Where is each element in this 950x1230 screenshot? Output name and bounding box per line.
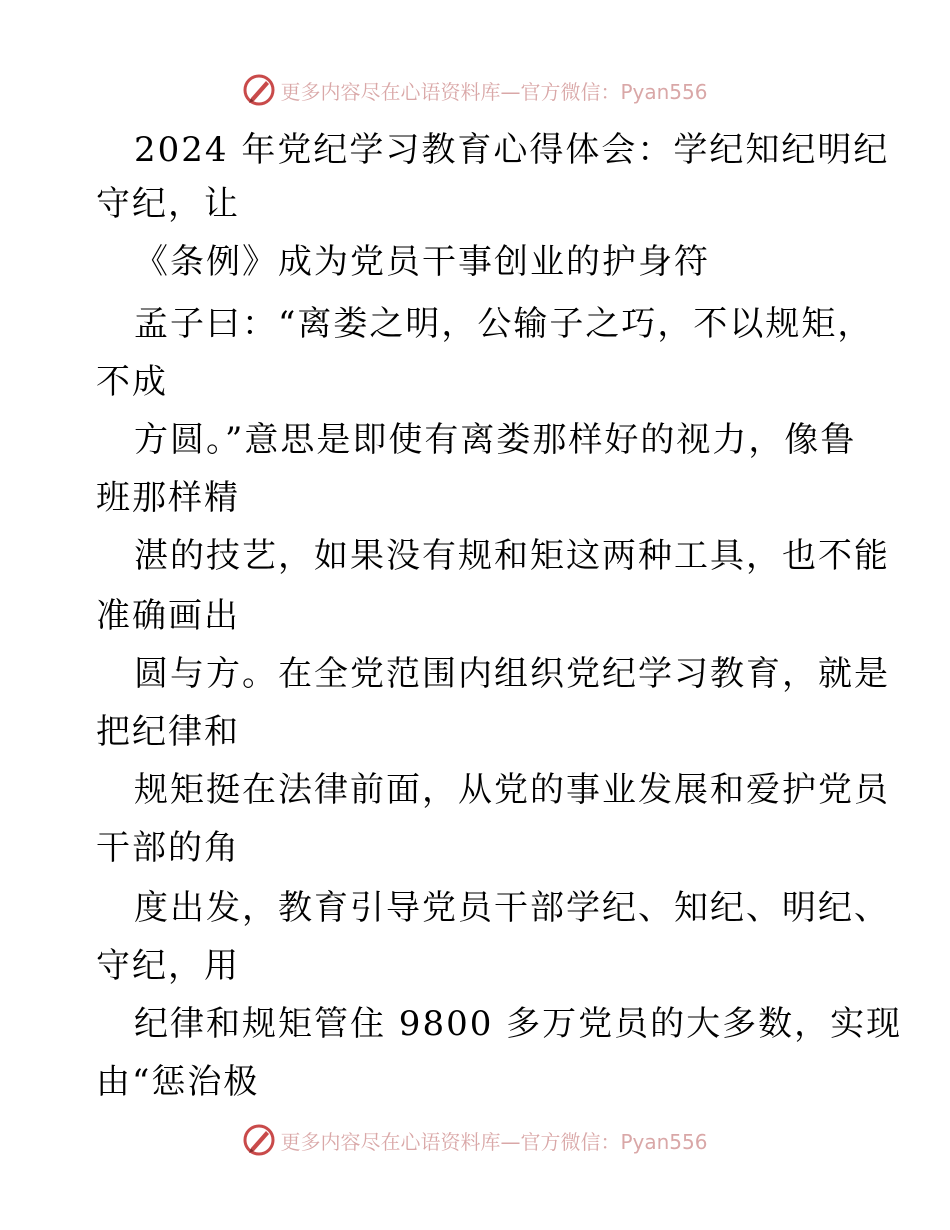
text-line: 守纪，让 [96,184,240,224]
pen-logo-icon [242,1123,276,1157]
text-line: 圆与方。在全党范围内组织党纪学习教育，就是 [134,654,890,694]
text-line: 2024 年党纪学习教育心得体会：学纪知纪明纪 [134,130,890,170]
text-line: 度出发，教育引导党员干部学纪、知纪、明纪、 [134,888,890,928]
text-line: 准确画出 [96,596,240,636]
footer-watermark [0,1120,950,1160]
text-line: 不成 [96,362,168,402]
text-line: 纪律和规矩管住 9800 多万党员的大多数，实现 [134,1004,903,1044]
text-line: 方圆。”意思是即使有离娄那样好的视力，像鲁 [134,420,857,460]
text-line: 《条例》成为党员干事创业的护身符 [134,242,710,282]
watermark-text: 更多内容尽在心语资料库—官方微信：Pyan556 [280,1129,708,1154]
text-line: 守纪，用 [96,946,240,986]
header-watermark [0,70,950,110]
text-line: 孟子曰：“离娄之明，公输子之巧，不以规矩， [134,304,874,344]
pen-logo-icon [242,73,276,107]
text-line: 干部的角 [96,828,240,868]
text-line: 规矩挺在法律前面，从党的事业发展和爱护党员 [134,770,890,810]
text-line: 湛的技艺，如果没有规和矩这两种工具，也不能 [134,536,890,576]
text-line: 把纪律和 [96,712,240,752]
text-line: 班那样精 [96,478,240,518]
text-line: 由“惩治极 [96,1062,260,1102]
watermark-text: 更多内容尽在心语资料库—官方微信：Pyan556 [280,79,708,104]
